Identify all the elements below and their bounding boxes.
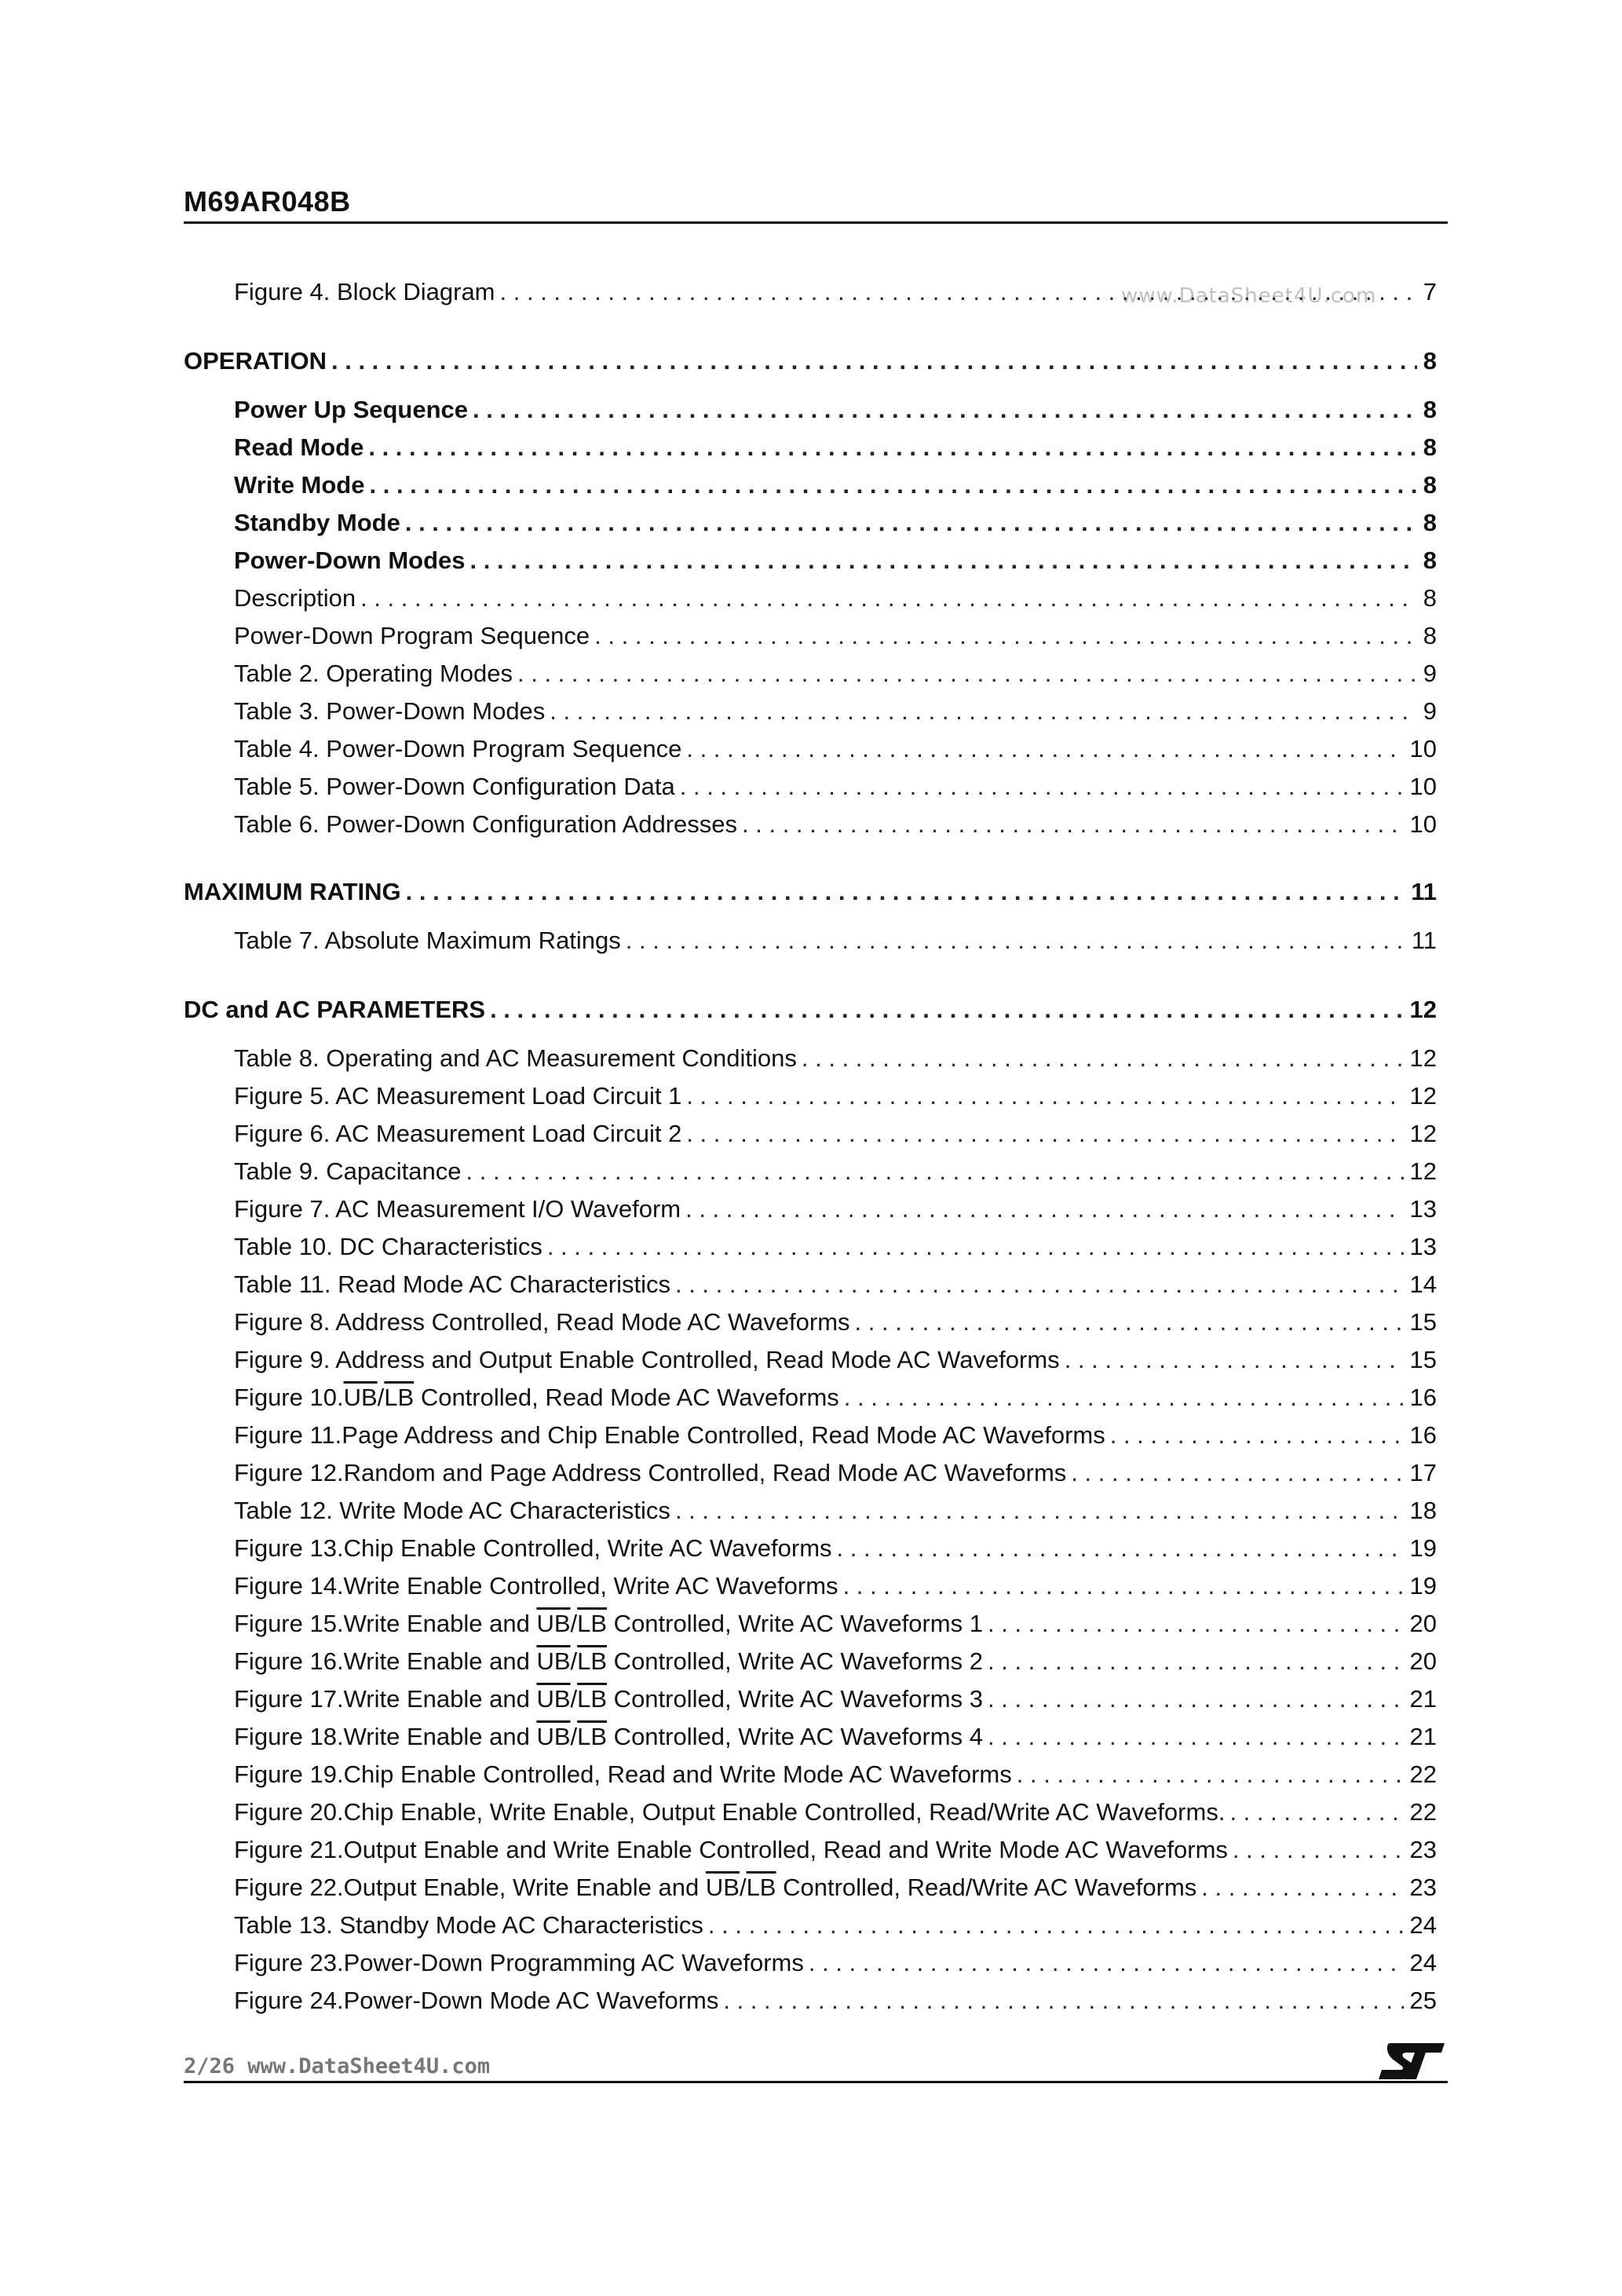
toc-dot-leader: [681, 733, 1403, 765]
toc-dot-leader: [1105, 1420, 1404, 1451]
toc-entry[interactable]: [234, 1721, 1437, 1753]
toc-page-number: 18: [1409, 1497, 1437, 1524]
toc-entry[interactable]: [234, 1382, 1437, 1413]
toc-dot-leader: [681, 1194, 1403, 1225]
toc-entry-label: Table 8. Operating and AC Measurement Conditions: [234, 1044, 797, 1072]
toc-entry[interactable]: [234, 733, 1437, 765]
toc-entry-label: Figure 6. AC Measurement Load Circuit 2: [234, 1120, 682, 1147]
toc-entry-label: Figure 22.Output Enable, Write Enable and $\overline{UB}/\overline{LB}$ Controlled, Read/Write AC Waveforms: [234, 1874, 1197, 1901]
toc-entry[interactable]: [234, 1570, 1437, 1602]
toc-dot-leader: [466, 545, 1417, 576]
toc-entry-label: Figure 4. Block Diagram: [234, 278, 495, 305]
toc-entry-label: Figure 5. AC Measurement Load Circuit 1: [234, 1082, 682, 1110]
toc-dot-leader: [1012, 1759, 1404, 1790]
toc-entry-label: Figure 16.Write Enable and $\overline{UB}/\overline{LB}$ Controlled, Write AC Waveforms 2: [234, 1647, 983, 1675]
toc-entry-label: Figure $10.\overline{UB}/\overline{LB}$ Controlled, Read Mode AC Waveforms: [234, 1384, 839, 1411]
toc-dot-leader: [356, 583, 1417, 614]
toc-entry[interactable]: [234, 1910, 1437, 1941]
toc-entry[interactable]: [234, 1457, 1437, 1489]
st-logo-icon: [1375, 2040, 1448, 2082]
toc-dot-leader: [983, 1608, 1404, 1640]
toc-page-number: 12: [1409, 1044, 1437, 1072]
toc-section-entry[interactable]: [184, 876, 1437, 908]
toc-page-number: 8: [1423, 433, 1437, 461]
toc-entry-label: Power-Down Modes: [234, 547, 466, 574]
toc-dot-leader: [1228, 1834, 1404, 1866]
toc-page-number: 23: [1409, 1874, 1437, 1901]
toc-page-number: 16: [1409, 1421, 1437, 1449]
toc-entry[interactable]: [234, 1608, 1437, 1640]
toc-entry[interactable]: [234, 1156, 1437, 1187]
toc-page-number: 10: [1409, 773, 1437, 800]
toc-dot-leader: [983, 1721, 1404, 1753]
toc-dot-leader: [1225, 1797, 1403, 1828]
toc-entry[interactable]: [234, 925, 1437, 956]
toc-entry-label: Figure 21.Output Enable and Write Enable Controlled, Read and Write Mode AC Waveforms: [234, 1836, 1228, 1863]
toc-page-number: 8: [1423, 347, 1437, 375]
toc-page-number: 13: [1409, 1233, 1437, 1260]
toc-dot-leader: [681, 1118, 1403, 1150]
toc-entry[interactable]: [234, 1872, 1437, 1903]
toc-dot-leader: [1196, 1872, 1403, 1903]
toc-entry-label: Table 4. Power-Down Program Sequence: [234, 735, 682, 762]
toc-dot-leader: [681, 1080, 1403, 1112]
toc-entry[interactable]: [234, 1269, 1437, 1300]
toc-page-number: 20: [1409, 1610, 1437, 1637]
toc-page-number: 9: [1423, 660, 1437, 687]
toc-entry[interactable]: [234, 1194, 1437, 1225]
toc-page-number: 19: [1409, 1572, 1437, 1600]
toc-entry-label: Read Mode: [234, 433, 364, 461]
toc-page-number: 16: [1409, 1384, 1437, 1411]
toc-dot-leader: [850, 1307, 1404, 1338]
toc-dot-leader: [1066, 1457, 1403, 1489]
toc-entry-label: Figure 11.Page Address and Chip Enable Controlled, Read Mode AC Waveforms: [234, 1421, 1105, 1449]
toc-section-entry[interactable]: [184, 994, 1437, 1026]
toc-dot-leader: [737, 809, 1404, 840]
toc-page-number: 24: [1409, 1911, 1437, 1939]
toc-entry[interactable]: [234, 1307, 1437, 1338]
toc-entry[interactable]: [234, 1118, 1437, 1150]
toc-dot-leader: [468, 394, 1417, 426]
toc-page-number: 19: [1409, 1534, 1437, 1562]
toc-page-number: 11: [1411, 927, 1437, 954]
toc-page-number: 8: [1423, 547, 1437, 574]
toc-entry[interactable]: [234, 1759, 1437, 1790]
toc-dot-leader: [590, 620, 1417, 652]
toc-entry[interactable]: [234, 394, 1437, 426]
toc-entry-label: Table 10. DC Characteristics: [234, 1233, 542, 1260]
toc-dot-leader: [542, 1231, 1404, 1263]
toc-dot-leader: [401, 876, 1405, 908]
toc-entry[interactable]: [234, 1344, 1437, 1376]
toc-dot-leader: [545, 696, 1416, 727]
toc-entry-label: Figure 19.Chip Enable Controlled, Read and Write Mode AC Waveforms: [234, 1760, 1012, 1788]
toc-entry-label: Figure 20.Chip Enable, Write Enable, Output Enable Controlled, Read/Write AC Waveforms.: [234, 1798, 1226, 1826]
toc-entry-label: DC and AC PARAMETERS: [184, 996, 486, 1023]
toc-page-number: 12: [1409, 1082, 1437, 1110]
toc-page-number: 23: [1409, 1836, 1437, 1863]
toc-page-number: 13: [1409, 1195, 1437, 1223]
toc-entry[interactable]: [234, 507, 1437, 539]
toc-page-number: 17: [1409, 1459, 1437, 1486]
toc-dot-leader: [839, 1382, 1404, 1413]
toc-page-number: 8: [1423, 509, 1437, 536]
toc-page-number: 8: [1423, 622, 1437, 649]
footer-rule: [184, 2081, 1448, 2083]
toc-dot-leader: [495, 276, 1417, 308]
toc-dot-leader: [703, 1910, 1404, 1941]
toc-entry-label: Description: [234, 584, 356, 612]
toc-entry-label: MAXIMUM RATING: [184, 878, 401, 905]
toc-page-number: 22: [1409, 1798, 1437, 1826]
toc-dot-leader: [670, 1269, 1404, 1300]
toc-entry[interactable]: [234, 470, 1437, 501]
footer-page-text: 2/26 www.DataSheet4U.com: [184, 2054, 491, 2078]
toc-entry-label: Figure 13.Chip Enable Controlled, Write AC Waveforms: [234, 1534, 832, 1562]
toc-page-number: 10: [1409, 810, 1437, 838]
toc-entry[interactable]: [234, 809, 1437, 840]
toc-page-number: 20: [1409, 1647, 1437, 1675]
toc-entry-label: Figure 12.Random and Page Address Controlled, Read Mode AC Waveforms: [234, 1459, 1067, 1486]
toc-page-number: 21: [1409, 1685, 1437, 1713]
toc-dot-leader: [1060, 1344, 1404, 1376]
toc-entry-label: Table 11. Read Mode AC Characteristics: [234, 1270, 670, 1298]
toc-dot-leader: [365, 470, 1417, 501]
toc-dot-leader: [513, 658, 1417, 689]
toc-dot-leader: [797, 1043, 1404, 1074]
toc-entry-label: Power Up Sequence: [234, 396, 469, 423]
toc-entry[interactable]: [234, 1684, 1437, 1715]
toc-entry[interactable]: [234, 1043, 1437, 1074]
doc-title: M69AR048B: [184, 185, 351, 218]
toc-entry-label: Figure 18.Write Enable and $\overline{UB}/\overline{LB}$ Controlled, Write AC Waveforms 4: [234, 1723, 983, 1750]
toc-entry[interactable]: [234, 1080, 1437, 1112]
toc-dot-leader: [462, 1156, 1404, 1187]
toc-section-entry[interactable]: [184, 345, 1437, 377]
toc-entry-label: Table 13. Standby Mode AC Characteristics: [234, 1911, 703, 1939]
toc-entry[interactable]: [234, 658, 1437, 689]
toc-page-number: 21: [1409, 1723, 1437, 1750]
toc-dot-leader: [718, 1985, 1403, 2016]
toc-entry-label: Figure 15.Write Enable and $\overline{UB}/\overline{LB}$ Controlled, Write AC Waveforms 1: [234, 1610, 983, 1637]
toc-entry-label: Write Mode: [234, 471, 365, 499]
toc-entry[interactable]: [234, 696, 1437, 727]
watermark-top: www.DataSheet4U.com: [1121, 284, 1377, 308]
toc-dot-leader: [327, 345, 1417, 377]
toc-dot-leader: [621, 925, 1405, 956]
toc-page-number: 10: [1409, 735, 1437, 762]
toc-page-number: 12: [1409, 1157, 1437, 1185]
toc-entry[interactable]: [234, 771, 1437, 803]
toc-entry-label: Standby Mode: [234, 509, 400, 536]
toc-entry-label: Figure 23.Power-Down Programming AC Waveforms: [234, 1949, 804, 1976]
toc-dot-leader: [838, 1570, 1404, 1602]
toc-page-number: 8: [1423, 471, 1437, 499]
toc-page-number: 22: [1409, 1760, 1437, 1788]
toc-entry[interactable]: [234, 1231, 1437, 1263]
toc-entry-label: Table 5. Power-Down Configuration Data: [234, 773, 675, 800]
toc-entry[interactable]: [234, 1533, 1437, 1564]
toc-entry-label: Figure 7. AC Measurement I/O Waveform: [234, 1195, 681, 1223]
toc-entry[interactable]: [234, 1420, 1437, 1451]
toc-entry[interactable]: [234, 1646, 1437, 1677]
toc-entry-label: Table 2. Operating Modes: [234, 660, 513, 687]
toc-entry-label: Table 7. Absolute Maximum Ratings: [234, 927, 621, 954]
toc-entry[interactable]: [234, 1947, 1437, 1979]
toc-entry[interactable]: [234, 1797, 1437, 1828]
toc-dot-leader: [832, 1533, 1404, 1564]
toc-entry-label: Figure 24.Power-Down Mode AC Waveforms: [234, 1987, 719, 2014]
toc-page-number: 11: [1411, 878, 1437, 905]
toc-entry-label: Table 12. Write Mode AC Characteristics: [234, 1497, 670, 1524]
toc-page-number: 8: [1423, 396, 1437, 423]
toc-dot-leader: [804, 1947, 1404, 1979]
toc-entry[interactable]: [234, 432, 1437, 463]
toc-entry-label: Table 3. Power-Down Modes: [234, 697, 546, 725]
toc-page-number: 12: [1409, 1120, 1437, 1147]
toc-dot-leader: [485, 994, 1403, 1026]
toc-entry-label: Power-Down Program Sequence: [234, 622, 590, 649]
header-rule: [184, 221, 1448, 224]
toc-entry-label: Table 9. Capacitance: [234, 1157, 462, 1185]
toc-entry[interactable]: [234, 1985, 1437, 2016]
toc-entry[interactable]: [234, 545, 1437, 576]
toc-dot-leader: [363, 432, 1416, 463]
toc-entry-label: Figure 9. Address and Output Enable Controlled, Read Mode AC Waveforms: [234, 1346, 1060, 1373]
toc-page-number: 15: [1409, 1346, 1437, 1373]
toc-page-number: 12: [1409, 996, 1437, 1023]
toc-entry-label: Figure 14.Write Enable Controlled, Write AC Waveforms: [234, 1572, 838, 1600]
toc-page-number: 8: [1423, 584, 1437, 612]
toc-dot-leader: [670, 1495, 1404, 1526]
toc-dot-leader: [983, 1684, 1404, 1715]
toc-entry[interactable]: [234, 1834, 1437, 1866]
toc-page-number: 25: [1409, 1987, 1437, 2014]
toc-page-number: 14: [1409, 1270, 1437, 1298]
toc-page-number: 7: [1423, 278, 1437, 305]
toc-entry-label: Table 6. Power-Down Configuration Addresses: [234, 810, 738, 838]
toc-entry[interactable]: [234, 620, 1437, 652]
toc-dot-leader: [983, 1646, 1404, 1677]
toc-entry[interactable]: [234, 583, 1437, 614]
toc-dot-leader: [675, 771, 1404, 803]
toc-page-number: 9: [1423, 697, 1437, 725]
toc-page-number: 15: [1409, 1308, 1437, 1336]
toc-entry-label: Figure 17.Write Enable and $\overline{UB}/\overline{LB}$ Controlled, Write AC Waveforms 3: [234, 1685, 983, 1713]
toc-dot-leader: [400, 507, 1417, 539]
toc-entry[interactable]: [234, 1495, 1437, 1526]
toc-entry-label: OPERATION: [184, 347, 327, 375]
toc-entry[interactable]: [234, 276, 1437, 308]
toc-entry-label: Figure 8. Address Controlled, Read Mode AC Waveforms: [234, 1308, 850, 1336]
toc-page-number: 24: [1409, 1949, 1437, 1976]
